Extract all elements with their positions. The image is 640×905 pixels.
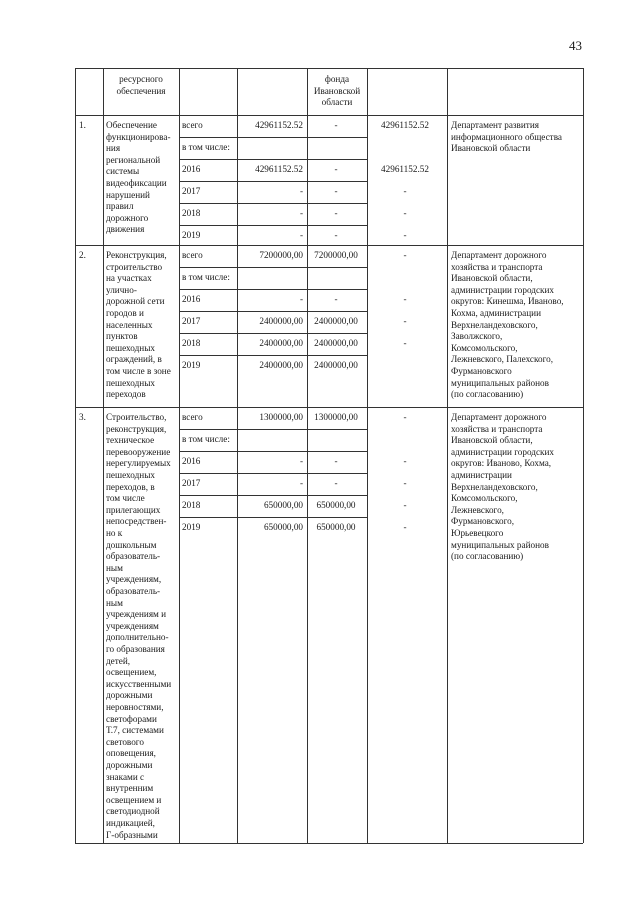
measure-name-line: учреждениям: [106, 620, 159, 631]
section-bottom-rule: [75, 245, 583, 246]
subrow-rule: [179, 203, 367, 204]
year-federal-fund: -: [403, 478, 407, 488]
measure-name-line: том числе: [106, 493, 145, 504]
year-label: 2016: [182, 164, 201, 174]
responsible-executor-line: хозяйства и транспорта: [451, 423, 543, 434]
row-number: 1.: [79, 120, 86, 130]
total-amount: 42961152.52: [255, 120, 303, 130]
measure-name-line: освещением,: [106, 667, 157, 678]
measure-name-line: населенных: [106, 319, 153, 330]
total-federal-fund: -: [403, 250, 407, 260]
total-regional-fund: 7200000,00: [314, 250, 358, 260]
year-federal-fund: -: [403, 338, 407, 348]
responsible-executor-line: Верхнеландеховского,: [451, 481, 538, 492]
measure-name-line: техническое: [106, 435, 155, 446]
year-amount: 2400000,00: [259, 360, 303, 370]
measure-name-line: детей,: [106, 655, 131, 666]
measure-name-line: учреждениям и: [106, 609, 167, 620]
measure-name-line: Строительство,: [106, 412, 167, 422]
responsible-executor-line: Лежневского,: [451, 504, 504, 515]
responsible-executor-line: Ивановской области: [451, 143, 531, 154]
measure-name-line: прилегающих: [106, 504, 161, 515]
year-label: 2017: [182, 478, 201, 488]
measure-name-line: непосредствен-: [106, 516, 167, 527]
measure-name-line: пешеходных: [106, 470, 155, 480]
measure-name-line: образователь-: [106, 551, 161, 562]
table-right-rule: [583, 68, 584, 843]
responsible-executor-line: Юрьевецкого: [451, 528, 504, 538]
measure-name-line: го образования: [106, 644, 165, 654]
year-amount: 2400000,00: [259, 338, 303, 348]
responsible-executor-line: Заволжского,: [451, 331, 503, 342]
measure-name-line: индикацией,: [106, 818, 155, 828]
year-regional-fund: -: [334, 294, 338, 304]
total-federal-fund: -: [403, 412, 407, 422]
measure-name-line: освещением и: [106, 794, 162, 805]
column-rule: [103, 68, 104, 843]
including-label: в том числе:: [182, 434, 230, 444]
measure-name-line: светодиодной: [106, 806, 160, 817]
measure-name-line: пешеходных: [106, 342, 155, 353]
year-federal-fund: -: [403, 522, 407, 532]
measure-name-line: дорожного: [106, 212, 149, 223]
measure-name-line: пунктов: [106, 331, 138, 342]
year-regional-fund: -: [334, 478, 338, 488]
section-bottom-rule: [75, 407, 583, 408]
measure-name-line: дорожными: [106, 690, 153, 701]
measure-name-line: перевооружение: [106, 446, 171, 457]
row-number: 2.: [79, 250, 86, 260]
responsible-executor-line: Ивановской области,: [451, 273, 533, 284]
year-label: 2016: [182, 456, 201, 466]
subrow-rule: [179, 225, 367, 226]
subrow-rule: [179, 495, 367, 496]
measure-name-line: пешеходных: [106, 377, 155, 388]
year-regional-fund: -: [334, 208, 338, 218]
year-amount: 42961152.52: [255, 164, 303, 174]
measure-name-line: том числе в зоне: [106, 366, 171, 376]
responsible-executor-line: Ивановской области,: [451, 435, 533, 446]
responsible-executor-line: (по согласованию): [451, 389, 524, 400]
measure-name-line: региональной: [106, 154, 161, 165]
measure-name-line: Т.7, системами: [106, 725, 164, 736]
year-federal-fund: -: [403, 186, 407, 196]
total-regional-fund: -: [334, 120, 338, 130]
year-amount: -: [299, 478, 303, 488]
table-top-rule: [75, 68, 583, 69]
year-amount: -: [299, 294, 303, 304]
measure-name-line: реконструкция,: [106, 423, 167, 434]
responsible-executor-line: Комсомольского,: [451, 493, 518, 504]
year-federal-fund: -: [403, 294, 407, 304]
year-federal-fund: 42961152.52: [381, 164, 429, 174]
header-text-fund: Ивановской: [313, 85, 361, 96]
year-amount: -: [299, 230, 303, 240]
header-text-fund: области: [321, 97, 353, 108]
year-amount: -: [299, 186, 303, 196]
measure-name-line: оповещения,: [106, 748, 156, 759]
year-label: 2019: [182, 230, 201, 240]
responsible-executor-line: администрации городских: [451, 446, 555, 457]
year-label: 2018: [182, 500, 201, 510]
responsible-executor-line: информационного общества: [451, 131, 562, 142]
year-amount: -: [299, 456, 303, 466]
table-left-rule: [75, 68, 76, 843]
page-number: 43: [569, 38, 582, 53]
measure-name-line: видеофиксации: [106, 178, 167, 188]
measure-name-line: дорожными: [106, 760, 153, 770]
responsible-executor-line: (по согласованию): [451, 551, 524, 562]
measure-name-line: ния: [106, 143, 121, 154]
header-text-fund: фонда: [324, 74, 350, 84]
measure-name-line: нерегулируемых: [106, 458, 171, 469]
measure-name-line: движения: [106, 224, 145, 235]
responsible-executor-line: муниципальных районов: [451, 539, 549, 550]
section-bottom-rule: [75, 843, 583, 844]
measure-name-line: внутренним: [106, 783, 154, 794]
header-bottom-rule: [75, 115, 583, 116]
subrow-rule: [179, 311, 367, 312]
responsible-executor-line: Департамент дорожного: [451, 250, 547, 260]
year-label: 2019: [182, 522, 201, 532]
subrow-rule: [179, 181, 367, 182]
measure-name-line: нарушений: [106, 189, 150, 200]
subrow-rule: [179, 289, 367, 290]
responsible-executor-line: Департамент развития: [451, 120, 539, 130]
measure-name-line: системы: [106, 166, 140, 177]
total-regional-fund: 1300000,00: [314, 412, 358, 422]
resource-table: [75, 68, 583, 843]
measure-name-line: функционирова-: [106, 131, 171, 142]
including-label: в том числе:: [182, 272, 230, 282]
measure-name-line: искусственными: [106, 678, 172, 689]
total-amount: 1300000,00: [259, 412, 303, 422]
year-label: 2018: [182, 208, 201, 218]
responsible-executor-line: Фурмановского: [451, 366, 512, 376]
responsible-executor-line: округов: Кинешма, Иваново,: [451, 296, 564, 307]
measure-name-line: Г-образными: [106, 829, 158, 840]
total-federal-fund: 42961152.52: [381, 120, 429, 130]
year-amount: 2400000,00: [259, 316, 303, 326]
year-amount: 650000,00: [263, 500, 303, 510]
year-federal-fund: -: [403, 316, 407, 326]
column-rule: [307, 68, 308, 843]
responsible-executor-line: Верхнеландеховского,: [451, 319, 538, 330]
subrow-rule: [179, 159, 367, 160]
measure-name-line: дошкольным: [106, 539, 157, 550]
subrow-rule: [179, 355, 367, 356]
year-regional-fund: 650000,00: [316, 500, 356, 510]
column-rule: [367, 68, 368, 843]
header-text-resource: ресурсного: [119, 74, 163, 84]
year-label: 2016: [182, 294, 201, 304]
including-label: в том числе:: [182, 142, 230, 152]
measure-name-line: на участках: [106, 273, 152, 284]
year-federal-fund: -: [403, 456, 407, 466]
year-regional-fund: -: [334, 230, 338, 240]
year-regional-fund: 650000,00: [316, 522, 356, 532]
responsible-executor-line: Лежневского, Палехского,: [451, 354, 554, 365]
responsible-executor-line: Фурмановского,: [451, 516, 515, 527]
year-amount: -: [299, 208, 303, 218]
measure-name-line: но к: [106, 528, 123, 538]
year-label: 2017: [182, 316, 201, 326]
year-amount: 650000,00: [263, 522, 303, 532]
responsible-executor-line: округов: Иваново, Кохма,: [451, 458, 552, 469]
measure-name-line: Реконструкция,: [106, 250, 167, 260]
year-regional-fund: -: [334, 456, 338, 466]
header-text-resource: обеспечения: [116, 85, 166, 96]
total-label: всего: [182, 120, 203, 130]
subrow-rule: [179, 333, 367, 334]
measure-name-line: дорожной сети: [106, 296, 165, 307]
total-amount: 7200000,00: [259, 250, 303, 260]
year-federal-fund: -: [403, 208, 407, 218]
responsible-executor-line: Департамент дорожного: [451, 412, 547, 422]
subrow-rule: [179, 137, 367, 138]
year-regional-fund: 2400000,00: [314, 360, 358, 370]
measure-name-line: дополнительно-: [106, 632, 169, 643]
year-regional-fund: -: [334, 164, 338, 174]
measure-name-line: светофорами: [106, 713, 157, 724]
measure-name-line: переходов: [106, 389, 146, 400]
year-label: 2017: [182, 186, 201, 196]
year-regional-fund: 2400000,00: [314, 316, 358, 326]
measure-name-line: городов и: [106, 308, 144, 318]
total-label: всего: [182, 250, 203, 260]
measure-name-line: знаками с: [106, 771, 145, 782]
subrow-rule: [179, 267, 367, 268]
responsible-executor-line: Кохма, администрации: [451, 308, 541, 318]
measure-name-line: правил: [106, 201, 134, 212]
subrow-rule: [179, 451, 367, 452]
measure-name-line: неровностями,: [106, 702, 164, 712]
year-regional-fund: 2400000,00: [314, 338, 358, 348]
measure-name-line: ным: [106, 562, 123, 573]
column-rule: [237, 68, 238, 843]
year-federal-fund: -: [403, 230, 407, 240]
measure-name-line: ограждений, в: [106, 354, 162, 365]
subrow-rule: [179, 517, 367, 518]
responsible-executor-line: Комсомольского,: [451, 342, 518, 353]
row-number: 3.: [79, 412, 86, 422]
year-label: 2018: [182, 338, 201, 348]
total-label: всего: [182, 412, 203, 422]
measure-name-line: строительство: [106, 261, 163, 272]
measure-name-line: Обеспечение: [106, 120, 157, 130]
subrow-rule: [179, 473, 367, 474]
measure-name-line: светового: [106, 736, 144, 747]
measure-name-line: ным: [106, 597, 123, 608]
subrow-rule: [179, 429, 367, 430]
year-label: 2019: [182, 360, 201, 370]
year-regional-fund: -: [334, 186, 338, 196]
column-rule: [179, 68, 180, 843]
measure-name-line: образователь-: [106, 586, 161, 596]
year-federal-fund: -: [403, 500, 407, 510]
responsible-executor-line: хозяйства и транспорта: [451, 261, 543, 272]
responsible-executor-line: администрации: [451, 470, 512, 480]
measure-name-line: учреждениям,: [106, 574, 162, 585]
measure-name-line: улично-: [106, 284, 137, 295]
responsible-executor-line: администрации городских: [451, 284, 555, 295]
column-rule: [447, 68, 448, 843]
measure-name-line: переходов, в: [106, 481, 155, 492]
responsible-executor-line: муниципальных районов: [451, 377, 549, 388]
